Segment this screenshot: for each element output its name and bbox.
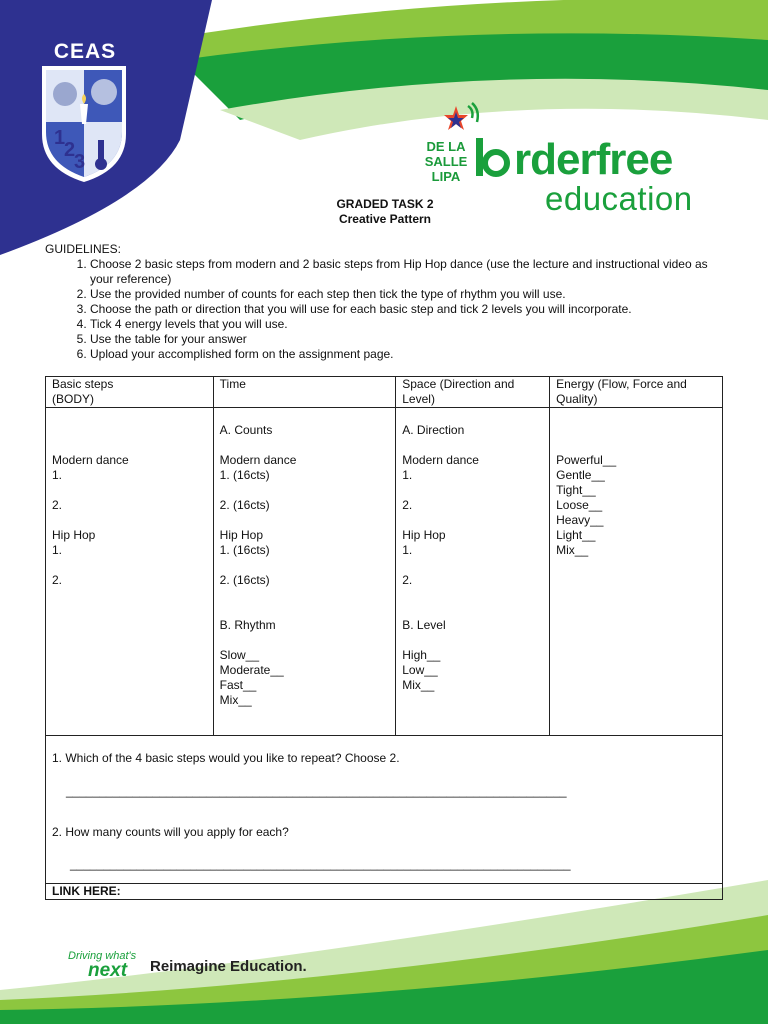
energy-mix-option[interactable]: Mix__	[556, 543, 589, 557]
guideline-item: 6. Upload your accomplished form on the assignment page.	[90, 347, 730, 362]
level-mix-option[interactable]: Mix__	[402, 678, 435, 692]
svg-text:1: 1	[54, 127, 66, 149]
table-body-row	[46, 408, 723, 736]
answer-line-1[interactable]: ___________________________________________________________________________	[66, 784, 567, 798]
space-modern-2[interactable]: 2.	[402, 498, 413, 512]
body-modern-heading: Modern dance	[52, 453, 129, 467]
task-title-block	[300, 197, 470, 227]
level-low-option[interactable]: Low__	[402, 663, 438, 677]
header-basic-steps: Basic steps (BODY)	[46, 377, 214, 408]
guideline-item: 2. Use the provided number of counts for each step then tick the type of rhythm you will use.	[90, 287, 730, 302]
dlsl-line-1: DE LA	[426, 139, 466, 154]
energy-gentle-option[interactable]: Gentle__	[556, 468, 605, 482]
guidelines-list	[45, 257, 730, 362]
space-direction-heading: A. Direction	[402, 423, 465, 437]
space-level-heading: B. Level	[402, 618, 446, 632]
level-high-option[interactable]: High__	[402, 648, 441, 662]
header-space: Space (Direction and Level)	[396, 377, 550, 408]
time-hiphop-1: 1. (16cts)	[219, 543, 270, 557]
time-column	[213, 408, 396, 736]
guideline-item: 3. Choose the path or direction that you will use for each basic step and tick 2 levels you will incorporate.	[90, 302, 730, 317]
task-title: GRADED TASK 2	[336, 197, 434, 211]
link-row	[46, 884, 723, 900]
space-column	[396, 408, 550, 736]
body-hiphop-step-1[interactable]: 1.	[52, 543, 63, 557]
dlsl-wordmark	[420, 139, 472, 184]
space-modern-heading: Modern dance	[402, 453, 479, 467]
space-hiphop-2[interactable]: 2.	[402, 573, 413, 587]
body-hiphop-heading: Hip Hop	[52, 528, 96, 542]
svg-text:2: 2	[64, 139, 76, 161]
energy-light-option[interactable]: Light__	[556, 528, 596, 542]
body-column	[46, 408, 214, 736]
task-subtitle: Creative Pattern	[338, 212, 432, 226]
time-hiphop-heading: Hip Hop	[219, 528, 264, 542]
header-time: Time	[213, 377, 396, 408]
space-modern-1[interactable]: 1.	[402, 468, 413, 482]
svg-text:3: 3	[74, 151, 86, 173]
energy-column	[550, 408, 723, 736]
footer-driving-text: Driving what's	[68, 950, 137, 962]
table-header-row	[46, 377, 723, 408]
ceas-label: CEAS	[53, 40, 117, 63]
space-hiphop-1[interactable]: 1.	[402, 543, 413, 557]
borderfree-b-loop-icon	[474, 138, 514, 188]
task-table	[45, 376, 723, 900]
body-hiphop-step-2[interactable]: 2.	[52, 573, 63, 587]
body-modern-step-2[interactable]: 2.	[52, 498, 63, 512]
guidelines-heading: GUIDELINES:	[45, 242, 122, 256]
footer-reimagine-text: Reimagine Education.	[150, 958, 307, 975]
time-rhythm-heading: B. Rhythm	[219, 618, 276, 632]
answer-line-2[interactable]: ___________________________________________________________________________	[70, 857, 571, 871]
time-modern-1: 1. (16cts)	[219, 468, 270, 482]
rhythm-fast-option[interactable]: Fast__	[219, 678, 257, 692]
footer-next-logo: next	[88, 960, 128, 981]
rhythm-mix-option[interactable]: Mix__	[219, 693, 252, 707]
time-modern-2: 2. (16cts)	[219, 498, 270, 512]
time-hiphop-2: 2. (16cts)	[219, 573, 270, 587]
rhythm-moderate-option[interactable]: Moderate__	[219, 663, 284, 677]
questions-cell	[46, 736, 723, 884]
energy-heavy-option[interactable]: Heavy__	[556, 513, 604, 527]
guideline-item: 1. Choose 2 basic steps from modern and 2 basic steps from Hip Hop dance (use the lecture and instructional video as your reference)	[90, 257, 730, 287]
questions-row	[46, 736, 723, 884]
header-energy: Energy (Flow, Force and Quality)	[550, 377, 723, 408]
time-counts-heading: A. Counts	[219, 423, 273, 437]
energy-loose-option[interactable]: Loose__	[556, 498, 603, 512]
dlsl-line-2: SALLE	[424, 154, 468, 169]
energy-powerful-option[interactable]: Powerful__	[556, 453, 617, 467]
link-cell[interactable]	[46, 884, 723, 900]
guideline-item: 4. Tick 4 energy levels that you will use.	[90, 317, 730, 332]
dlsl-star-icon	[442, 102, 482, 138]
borderfree-text: rderfree	[514, 135, 673, 184]
dlsl-line-3: LIPA	[431, 169, 461, 184]
education-wordmark: education	[545, 180, 693, 217]
question-2: 2. How many counts will you apply for each?	[52, 825, 289, 839]
time-modern-heading: Modern dance	[219, 453, 297, 467]
link-label: LINK HERE:	[52, 884, 121, 898]
rhythm-slow-option[interactable]: Slow__	[219, 648, 260, 662]
energy-tight-option[interactable]: Tight__	[556, 483, 596, 497]
guideline-item: 5. Use the table for your answer	[90, 332, 730, 347]
body-modern-step-1[interactable]: 1.	[52, 468, 63, 482]
ceas-shield-logo	[40, 64, 128, 184]
guidelines-section	[45, 242, 730, 362]
space-hiphop-heading: Hip Hop	[402, 528, 446, 542]
question-1: 1. Which of the 4 basic steps would you like to repeat? Choose 2.	[52, 751, 400, 765]
